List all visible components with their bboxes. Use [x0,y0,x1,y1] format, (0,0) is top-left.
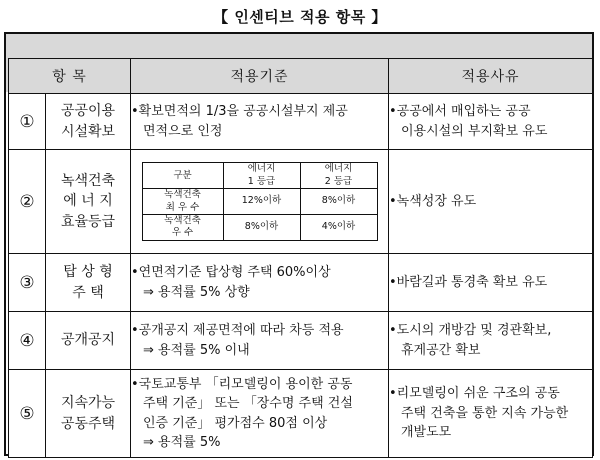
criteria-line: •공개공지 제공면적에 따라 차등 적용 [131,323,344,338]
reason-line: •공공에서 매입하는 공공 [389,104,531,119]
row-item [46,312,131,370]
row-item-line: 공동주택 [60,415,116,432]
subtable-cell: 8%이하 [300,189,377,215]
incentive-table-frame [4,32,594,456]
row-item [46,254,131,312]
header-reason: 적용사유 [389,59,593,94]
row-item-line: 지속가능 [60,395,116,412]
row-item-line: 탑 상 형 [63,264,113,281]
row-number: ① [9,94,46,150]
subtable-header-row [142,163,377,189]
row-criteria [131,150,389,254]
reason-line: •녹색성장 유도 [389,193,477,209]
criteria-line: 주택 기준」 또는 「장수명 주택 건설 [143,396,353,411]
row-number: ④ [9,312,46,370]
criteria-line: 인증 기준」 평가점수 80점 이상 [143,415,328,431]
subtable-cell: 에너지 2 등급 [300,163,377,189]
row-criteria [131,370,389,458]
reason-line: 휴게공간 확보 [401,342,481,358]
row-reason [389,312,593,370]
energy-grade-subtable [142,162,378,240]
row-reason [389,254,593,312]
reason-line: •바람길과 통경축 확보 유도 [389,274,548,290]
row-item-line: 주 택 [72,284,104,301]
reason-line: •리모델링이 쉬운 구조의 공동 [389,386,560,402]
reason-line: 개발도모 [401,425,452,441]
subtable-cell: 녹색건축 최 우 수 [142,189,223,215]
table-row [9,254,593,312]
criteria-line: ⇒ 용적률 5% 이내 [143,342,250,358]
subtable-cell: 12%이하 [223,189,300,215]
row-number: ⑤ [9,370,46,458]
row-reason [389,150,593,254]
criteria-line: ⇒ 용적률 5% [143,435,221,450]
criteria-line: •확보면적의 1/3을 공공시설부지 제공 [131,104,348,119]
row-item-line: 시설확보 [60,123,116,140]
row-item-line: 에 너 지 [63,193,113,210]
document-title: 【 인센티브 적용 항목 】 [213,8,387,26]
reason-line: 주택 건축을 통한 지속 가능한 [401,405,569,421]
row-item [46,94,131,150]
row-number: ② [9,150,46,254]
criteria-line: •국토교통부 「리모델링이 용이한 공동 [131,376,353,392]
subtable-row [142,189,377,215]
criteria-line: •연면적기준 탑상형 주택 60%이상 [131,265,331,280]
reason-line: •도시의 개방감 및 경관확보, [389,323,552,338]
subtable-cell: 구분 [142,163,223,189]
row-reason [389,94,593,150]
row-criteria [131,312,389,370]
row-item-line: 녹색건축 [60,173,116,190]
row-number: ③ [9,254,46,312]
header-item: 항 목 [9,59,131,94]
subtable-cell: 에너지 1 등급 [223,163,300,189]
subtable-cell: 4%이하 [300,214,377,240]
subtable-row [142,214,377,240]
reason-line: 이용시설의 부지확보 유도 [401,123,548,139]
header-criteria: 적용기준 [131,59,389,94]
subtable-cell: 녹색건축 우 수 [142,214,223,240]
table-row [9,370,593,458]
table-row [9,150,593,254]
table-header-row [9,59,593,94]
table-row [9,312,593,370]
row-item [46,150,131,254]
row-item-line: 공공이용 [60,103,116,120]
row-item-line: 효율등급 [60,213,116,230]
criteria-line: ⇒ 용적률 5% 상향 [143,284,250,300]
row-item-line: 공개공지 [60,332,116,349]
criteria-line: 면적으로 인정 [143,123,223,139]
table-row [9,94,593,150]
row-criteria [131,254,389,312]
row-criteria [131,94,389,150]
row-item [46,370,131,458]
row-reason [389,370,593,458]
subtable-cell: 8%이하 [223,214,300,240]
incentive-table [8,58,593,458]
